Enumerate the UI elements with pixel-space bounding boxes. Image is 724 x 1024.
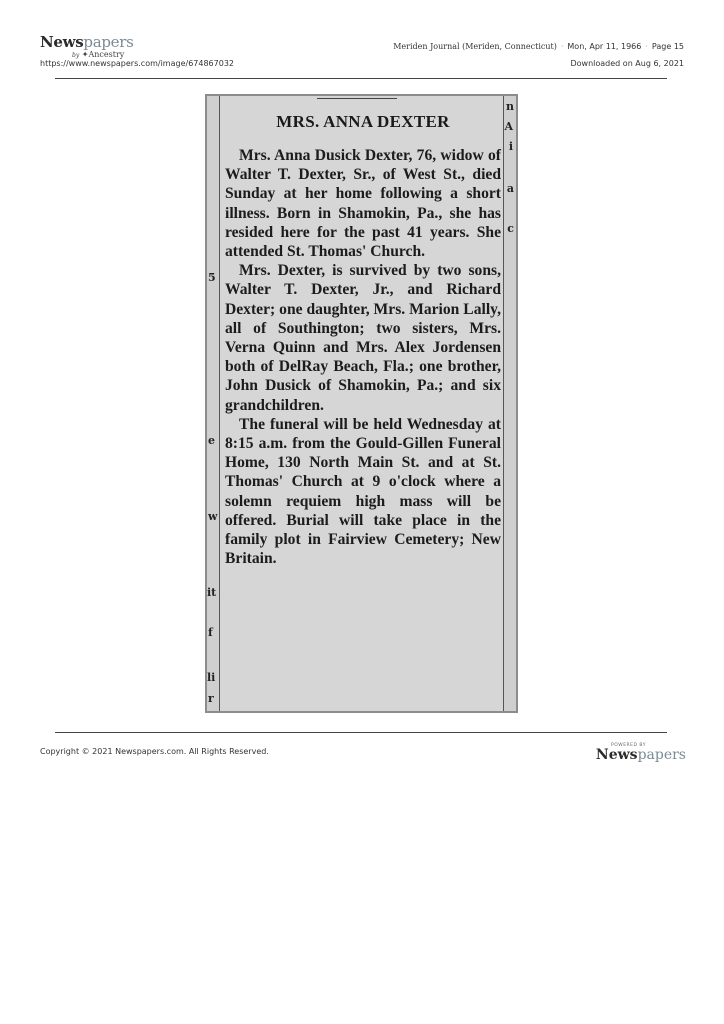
edge-fragment: i xyxy=(508,140,513,153)
image-url[interactable]: https://www.newspapers.com/image/674867032 xyxy=(40,59,234,68)
obituary-article xyxy=(225,112,501,568)
edge-fragment: c xyxy=(507,222,514,235)
edge-fragment: f xyxy=(208,626,213,639)
edge-fragment: w xyxy=(208,510,218,523)
edge-fragment: e xyxy=(208,434,215,447)
edge-fragment: it xyxy=(207,586,217,599)
publication-date: Mon, Apr 11, 1966 xyxy=(567,42,642,51)
copyright-notice: Copyright © 2021 Newspapers.com. All Rights Reserved. xyxy=(40,747,269,756)
powered-by-logo[interactable] xyxy=(586,743,686,767)
edge-fragment: A xyxy=(504,120,513,133)
page-number: Page 15 xyxy=(651,42,684,51)
download-date: Downloaded on Aug 6, 2021 xyxy=(570,59,684,68)
newspaper-clipping xyxy=(205,94,518,713)
publication-name: Meriden Journal (Meriden, Connecticut) xyxy=(393,42,557,51)
edge-fragment: r xyxy=(208,692,214,705)
edge-fragment: li xyxy=(207,671,216,684)
edge-fragment: 5 xyxy=(208,271,216,284)
header-divider xyxy=(55,78,667,79)
ancestry-leaf-icon: ✦ xyxy=(81,50,89,59)
logo-wordmark: Newspapers xyxy=(40,33,134,51)
article-paragraph: The funeral will be held Wednesday at 8:15 a.m. from the Gould-Gillen Funeral Home, 130 North Main St. and at St. Thomas' Church at 9 o'clock where a solemn requiem high mass will be offered. Burial will take place in the family plot in Fairview Cemetery; New Britain. xyxy=(225,415,501,568)
article-paragraph: Mrs. Anna Dusick Dexter, 76, widow of Walter T. Dexter, Sr., of West St., died Sunday at her home following a short illness. Born in Shamokin, Pa., she has resided here for the past 41 years. She attended St. Thomas' Church. xyxy=(225,147,501,261)
article-headline: MRS. ANNA DEXTER xyxy=(276,112,450,131)
article-paragraph: Mrs. Dexter, is survived by two sons, Walter T. Dexter, Jr., and Richard Dexter; one daughter, Mrs. Marion Lally, all of Southington; two sisters, Mrs. Verna Quinn and Mrs. Alex Jordensen both of DelRay Beach, Fla.; one brother, John Dusick of Shamokin, Pa.; and six grandchildren. xyxy=(225,262,501,414)
edge-fragment: n xyxy=(506,100,514,113)
footer-divider xyxy=(55,732,667,733)
logo-byline: by ✦Ancestry xyxy=(72,50,125,59)
left-column-edge xyxy=(207,96,220,711)
powered-by-label: POWERED BY xyxy=(610,743,646,748)
footer-logo-wordmark: Newspapers xyxy=(595,747,686,763)
edge-fragment: a xyxy=(506,182,514,195)
column-top-rule xyxy=(317,98,397,99)
publication-info: Meriden Journal (Meriden, Connecticut) · Mon, Apr 11, 1966 · Page 15 xyxy=(393,42,684,51)
